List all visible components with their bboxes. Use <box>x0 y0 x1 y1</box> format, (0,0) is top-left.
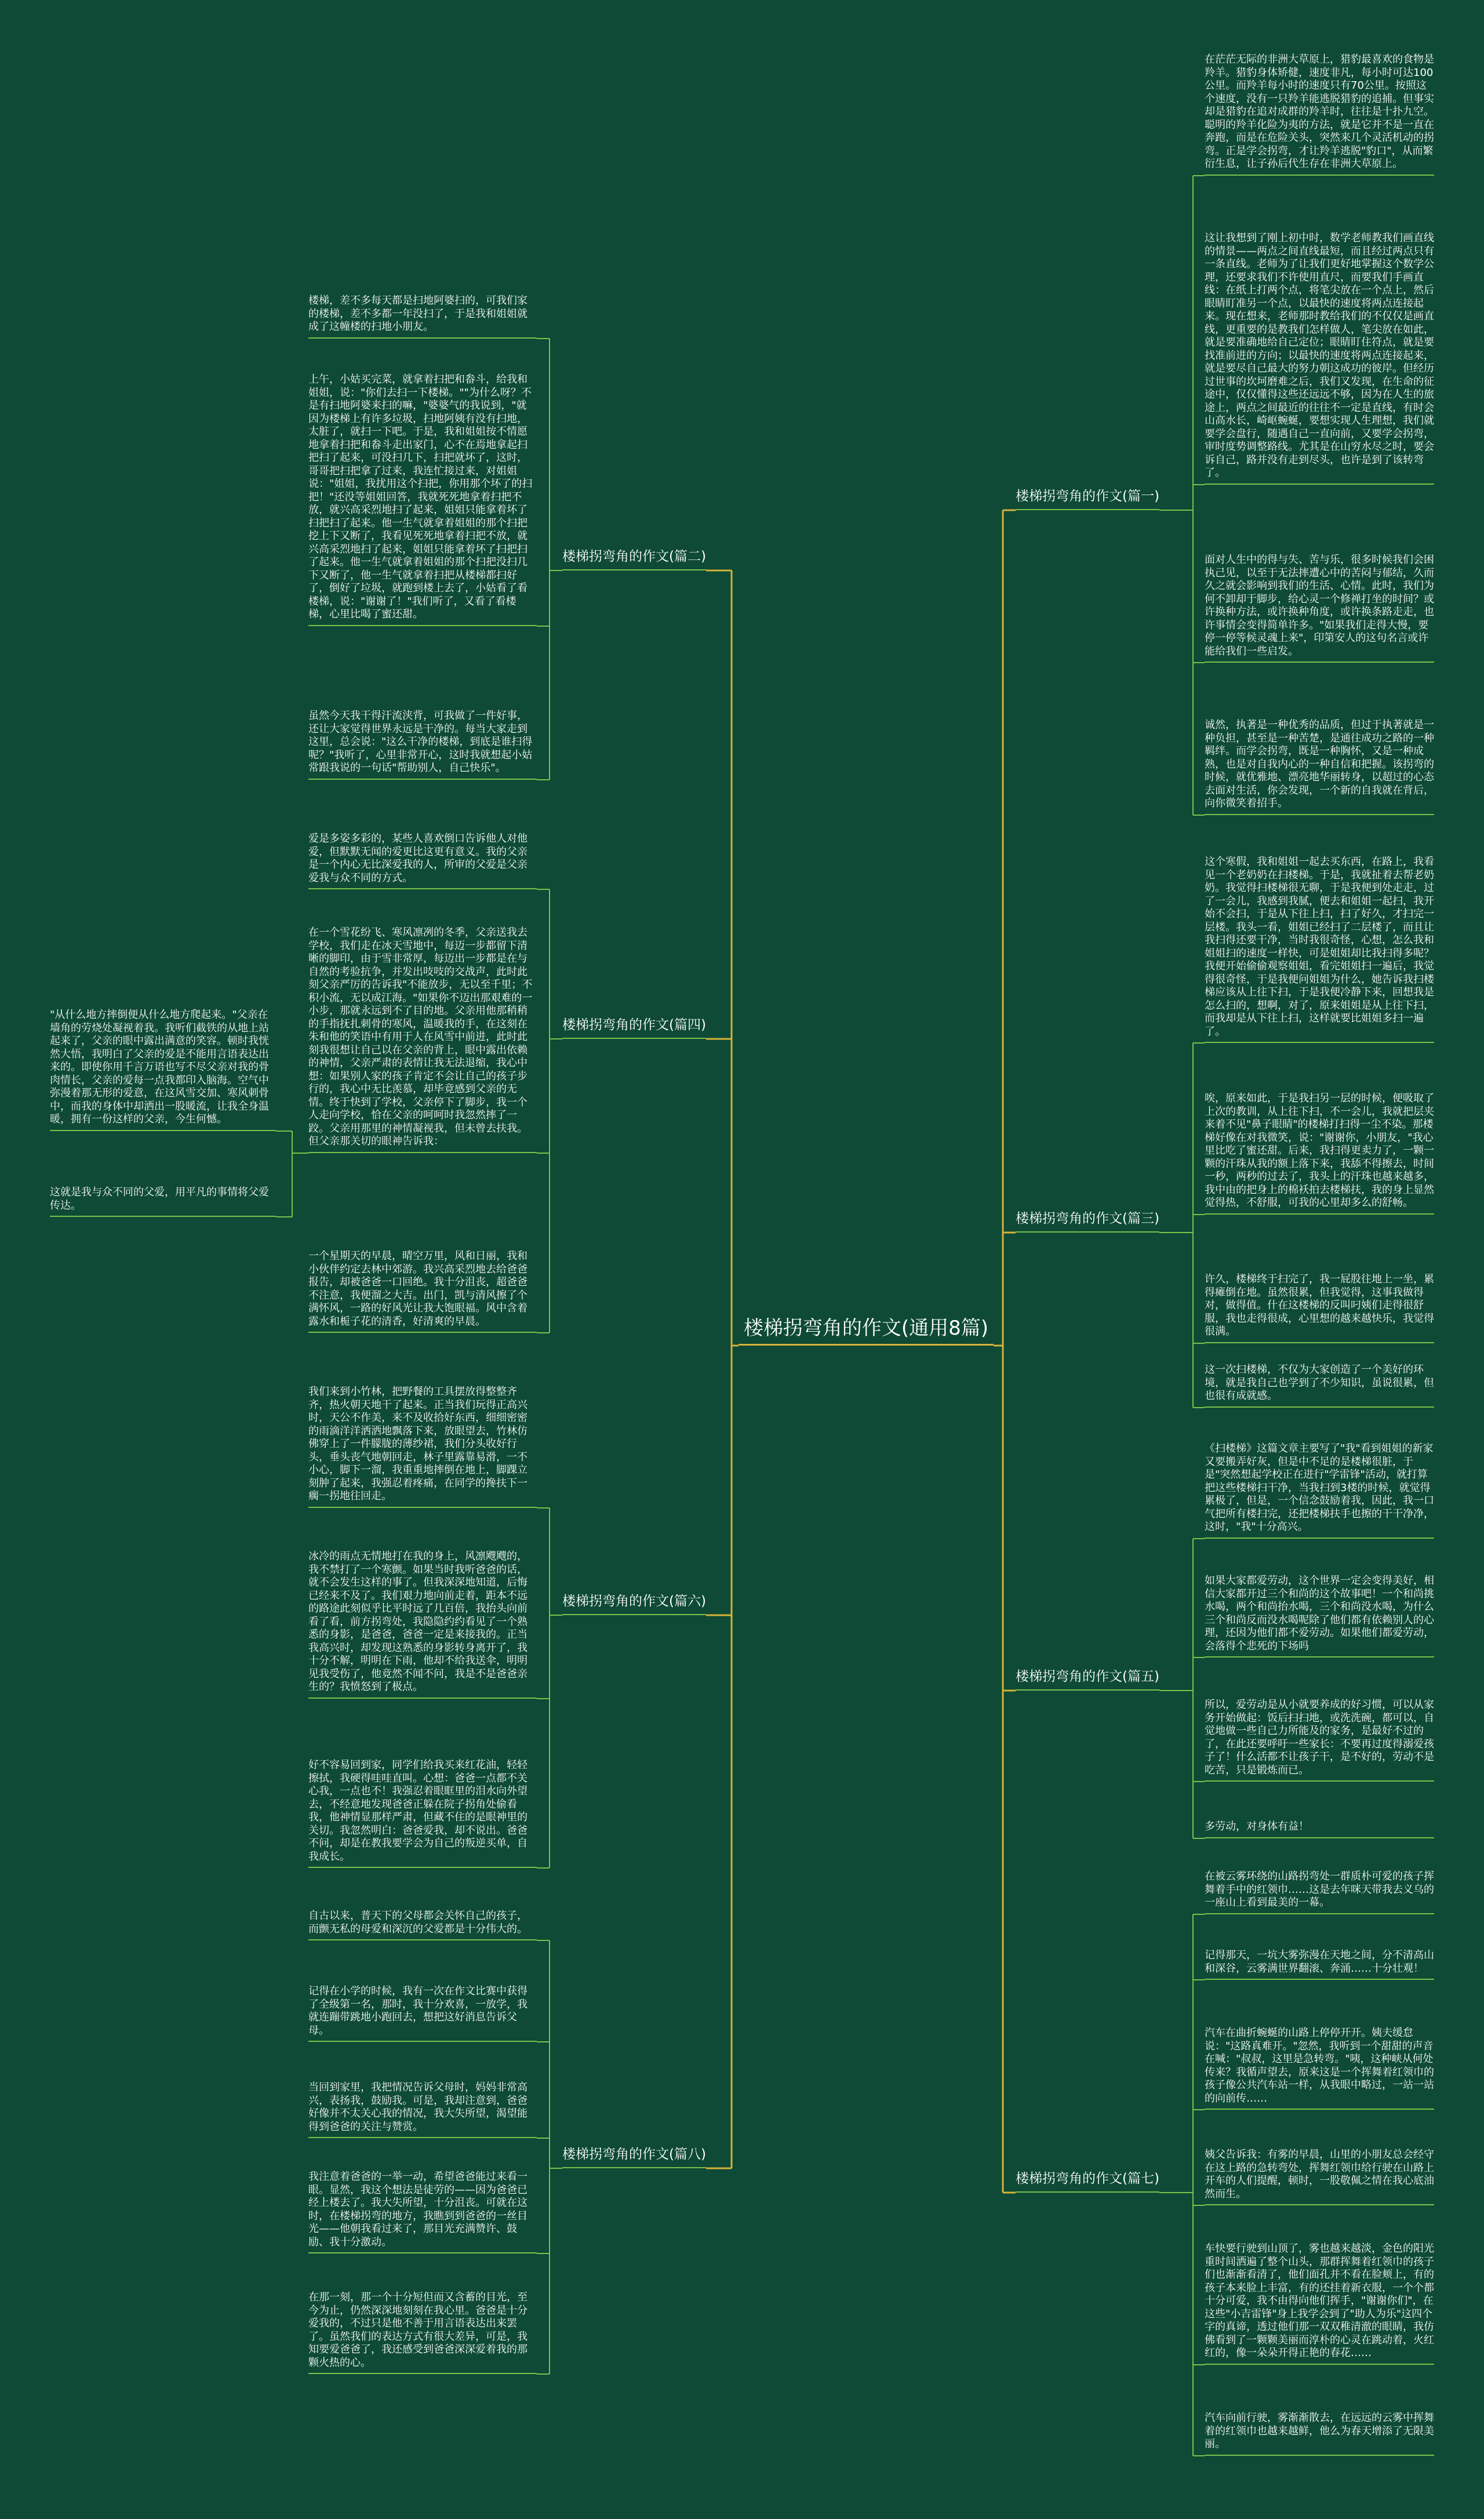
root-topic: 楼梯拐弯角的作文(通用8篇) <box>739 1315 994 1346</box>
leaf-part7-2: 记得那天，一坑大雾弥漫在天地之间，分不清高山和深谷，云雾满世界翻滚、奔涌……十分壮观！ <box>1205 1949 1434 1980</box>
leaf-part8-3: 当回到家里，我把情况告诉父母时，妈妈非常高兴，表扬我，鼓励我。可是，我却注意到，爸爸好像并不太关心我的情况，我大失所望，渴望能得到爸爸的关注与赞赏。 <box>308 2081 537 2138</box>
branch-part-1: 楼梯拐弯角的作文(篇一) <box>1016 487 1159 510</box>
branch-part-7: 楼梯拐弯角的作文(篇七) <box>1016 2169 1159 2193</box>
leaf-part1-1: 在茫茫无际的非洲大草原上，猎豹最喜欢的食物是羚羊。猎豹身体矫健，速度非凡，每小时可达100公里。而羚羊每小时的速度只有70公里。按照这个速度，没有一只羚羊能逃脱猎豹的追捕。但事实却是猎豹在追对成群的羚羊时，往往是十扑九空。聪明的羚羊化险为夷的方法，就是它并不是一直在奔跑，而是在危险关头，突然来几个灵活机动的拐弯。正是学会拐弯，才让羚羊逃脱"豹口"，从而繁衍生息，让子孙后代生存在非洲大草原上。 <box>1205 53 1434 176</box>
branch-part-2: 楼梯拐弯角的作文(篇二) <box>562 547 706 570</box>
leaf-part6-1: 我们来到小竹林，把野餐的工具摆放得整整齐齐，热火朝天地干了起来。正当我们玩得正高兴时，天公不作美，来不及收拾好东西，细细密密的雨滴洋洋洒洒地飘落下来，放眼望去，竹林仿佛穿上了一件朦胧的薄纱裙，我们分头收好行头，垂头丧气地朝回走，林子里露靠易滑，一不小心，脚下一溜，我重重地摔倒在地上，脚踝立刻肿了起来，我强忍着疼痛，在同学的搀扶下一瘸一拐地往回走。 <box>308 1386 537 1508</box>
branch-part-8: 楼梯拐弯角的作文(篇八) <box>562 2145 706 2168</box>
leaf-part4-3: 一个星期天的早晨，晴空万里，风和日丽，我和小伙伴约定去林中郊游。我兴高采烈地去给爸爸报告，却被爸爸一口回绝。我十分沮丧，超爸爸不注意，我便溜之大吉。出门，凯与清风擦了个满怀风，一路的好风光让我大饱眼福。风中含着露水和栀子花的清香，好清爽的早晨。 <box>308 1250 537 1333</box>
leaf-part3-2: 唉，原来如此，于是我扫另一层的时候，便吸取了上次的教训，从上往下扫，不一会儿，我就把层夹来着不见"鼻子眼睛"的楼梯打扫得一尘不染。那楼梯好像在对我微笑，说："谢谢你，小朋友，"我心里比吃了蜜还甜。后来，我扫得更卖力了，一颗一颗的汗珠从我的额上落下来，我舔不得擦去，时间一秒，两秒的过去了，我头上的汗珠也越来越多，我中由的把身上的棉袄拍去楼梯扶，我的身上显然觉得热，不舒服，可我的心里却多么的舒畅。 <box>1205 1092 1434 1215</box>
leaf-part8-4: 我注意着爸爸的一举一动，希望爸爸能过来看一眼。显然，我这个想法是徒劳的——因为爸爸已经上楼去了。我大失所望，十分沮丧。可就在这时，在楼梯拐弯的地方，我瞧到到爸爸的一丝目光——他朝我看过来了，那目光充满赞许、鼓励、我十分激动。 <box>308 2171 537 2253</box>
leaf-part5-3: 所以，爱劳动是从小就要养成的好习惯，可以从家务开始做起：饭后扫扫地，或洗洗碗，都可以，自觉地做一些自己力所能及的家务，是最好不过的了，在此还要呼吁一些家长：不要再过度得溺爱孩子了！什么活都不让孩子干，是不好的，劳动不是吃苦，只是锻炼而已。 <box>1205 1699 1434 1782</box>
leaf-part3-4: 这一次扫楼梯，不仅为大家创造了一个美好的环境，就是我自己也学到了不少知识，虽说很累，但也很有成就感。 <box>1205 1364 1434 1408</box>
leaf-part5-2: 如果大家都爱劳动，这个世界一定会变得美好，相信大家都开过三个和尚的这个故事吧！一个和尚挑水喝，两个和尚抬水喝，三个和尚没水喝，为什么三个和尚反而没水喝呢除了他们都有依赖别人的心理，还因为他们都不爱劳动。如果他们都爱劳动，会落得个悲死的下场吗 <box>1205 1575 1434 1657</box>
leaf-part2-1: 楼梯，差不多每天都是扫地阿婆扫的，可我们家的楼梯，差不多都一年没扫了，于是我和姐姐就成了这幢楼的扫地小朋友。 <box>308 295 537 339</box>
leaf-part6-3: 好不容易回到家，同学们给我买来红花油，轻轻擦拭，我硬得哇哇直叫。心想：爸爸一点都不关心我，一点也不！我强忍着眼眶里的泪水向外望去，不经意地发现爸爸正躲在院子拐角处偷看我，他神情显那样严肃，但藏不住的是眼神里的关切。我忽然明白：爸爸爱我，却不说出。爸爸不问，却是在教我要学会为自己的叛逆买单，自我成长。 <box>308 1759 537 1868</box>
leaf-part7-1: 在被云雾环绕的山路拐弯处一群质朴可爱的孩子挥舞着手中的红领巾……这是去年咪天带我去义乌的一座山上看到最美的一幕。 <box>1205 1870 1434 1914</box>
leaf-part8-2: 记得在小学的时候，我有一次在作文比赛中获得了全级第一名，那时，我十分欢喜，一放学，我就连蹦带跳地小跑回去，想把这好消息告诉父母。 <box>308 1985 537 2042</box>
branch-part-3: 楼梯拐弯角的作文(篇三) <box>1016 1209 1159 1233</box>
leaf-part4-sub-2: 这就是我与众不同的父爱，用平凡的事情将父爱传达。 <box>50 1186 276 1217</box>
leaf-part4-1: 爱是多姿多彩的，某些人喜欢倒口告诉他人对他爱，但默默无闻的爱更比这更有意义。我的父亲是一个内心无比深爱我的人，所审的父爱是父亲爱我与众不同的方式。 <box>308 833 537 889</box>
leaf-part1-3: 面对人生中的得与失、苦与乐，很多时候我们会困执己见，以至于无法摔遭心中的苦闷与郁结，久而久之就会影响到我们的生活、心情。此时，我们为何不卸却于脚步，给心灵一个修禅打坐的时间？或许换种方法，或许换种角度，或许换条路走走，也许事情会变得简单许多。"如果我们走得大慢，要停一停等候灵魂上来"，印第安人的这句名言或许能给我们一些启发。 <box>1205 554 1434 663</box>
leaf-part1-2: 这让我想到了刚上初中时，数学老师教我们画直线的情景——两点之间直线最短，而且经过两点只有一条直线。老师为了让我们更好地掌握这个数学公理，还要求我们不许使用直尺，而要我们手画直线：在纸上打两个点，将笔尖放在一个点上，然后眼睛盯准另一个点，以最快的速度将两点连接起来。现在想来，老师那时教给我们的不仅仅是画直线，更重要的是教我们怎样做人，笔尖放在如此，就是要准确地给自己定位；眼睛盯住符点，就是要找准前进的方向；以最快的速度将两点连接起来，就是要尽自己最大的努力朝这成功的彼岸。但经历过世事的坎坷磨难之后，我们又发现，在生命的征途中，仅仅懂得这些还远远不够，因为在人生的旅途上，两点之间最近的往往不一定是直线，有时会山高水长，崎岖蜿蜒，要想实现人生理想，我们就要学会盘行，随遇自己一直向前，又要学会拐弯，审时度势调整路线。尤其是在山穷水尽之时，要会诉自己，路并没有走到尽头，也许是到了该转弯了。 <box>1205 232 1434 485</box>
leaf-part3-3: 许久，楼梯终于扫完了，我一屁股往地上一坐，累得瘫倒在地。虽然很累，但我觉得，这事我做得对，做得值。什在这楼梯的反叫叼姨们走得很舒服，我也走得很成，心里想的越来越快乐，我觉得很满。 <box>1205 1273 1434 1343</box>
leaf-part5-1: 《扫楼梯》这篇文章主要写了"我"看到姐姐的新家又要搬弄好灰，但是中不足的是楼梯很脏，于是"突然想起学校正在进行"学雷锋"活动，就打算把这些楼梯扫干净，当我扫到3楼的时候，就觉得累极了，但是，一个信念鼓励着我，因此，我一口气把所有楼扫完，还把楼梯扶手也擦的干干净净，这时，"我"十分高兴。 <box>1205 1442 1434 1539</box>
leaf-part2-2: 上午，小姑买完菜，就拿着扫把和畚斗，给我和姐姐，说："你们去扫一下楼梯。""为什么呀？不是有扫地阿婆来扫的嘛，"婆婆气的我说到，"就因为楼梯上有许多垃圾，扫地阿姨有没有扫地，太脏了，就扫一下吧。于是，我和姐姐按不情愿地拿着扫把和畚斗走出家门，心不在焉地拿起扫把扫了起来，可没扫几下，扫把就坏了，这时，哥哥把扫把拿了过来，我连忙接过来，对姐姐说："姐姐，我扰用这个扫把，你用那个坏了的扫把！"还没等姐姐回答，我就死死地拿着扫把不放，就兴高采烈地扫了起来，姐姐只能拿着坏了扫把扫了起来。他一生气就拿着姐姐的那个扫把挖上下又断了，我看见死死地拿着扫把不放，就兴高采烈地扫了起来，姐姐只能拿着坏了扫把扫了起来。他一生气就拿着姐姐的那个扫把没扫几下又断了，他一生气就拿着扫把从楼梯都扫好了，倒好了垃圾，就跑到楼上去了，小姑看了看楼梯，说："谢谢了！"我们听了，又看了看楼梯，心里比喝了蜜还甜。 <box>308 373 537 626</box>
leaf-part2-3: 虽然今天我干得汗流浃背，可我做了一件好事，还让大家觉得世界永远是干净的。每当大家走到这里，总会说："这么干净的楼梯，到底是谁扫得呢？"我听了，心里非常开心，这时我就想起小姑常跟我说的一句话"帮助别人，自己快乐"。 <box>308 710 537 780</box>
leaf-part7-5: 车快要行驶到山顶了，雾也越来越淡，金色的阳光重时间洒遍了整个山头，那群挥舞着红领巾的孩子们也渐渐看清了，他们面孔并不看在脸颊上，有的孩子本来脸上丰富，有的还挂着新衣服，一个个都十分可爱，我不由得向他们挥手，"谢谢你们"，在这些"小吉雷锋"身上我学会到了"助人为乐"这四个字的真谛，透过他们那一双双稚清澈的眼睛，我仿佛看到了一颗颗美丽而淳朴的心灵在跳动着，火红红的，像一朵朵开得正艳的春花…… <box>1205 2242 1434 2365</box>
leaf-part1-4: 诚然，执著是一种优秀的品质，但过于执著就是一种负担，甚至是一种苦楚，是通往成功之路的一种羁绊。而学会拐弯，既是一种胸怀，又是一种成熟，也是对自我内心的一种自信和把握。该拐弯的时候，就优雅地、漂亮地华丽转身，以超过的心态去面对生活，你会发现，一个新的自我就在背后，向你微笑着招手。 <box>1205 719 1434 815</box>
leaf-part5-4: 多劳动，对身体有益！ <box>1205 1820 1434 1838</box>
leaf-part7-4: 姨父告诉我：有雾的早晨，山里的小朋友总会经守在这上路的急转弯处，挥舞红领巾给行驶在山路上开车的人们提醒，顿时，一股敬佩之情在我心底油然而生。 <box>1205 2149 1434 2205</box>
leaf-part7-3: 汽车在曲折蜿蜒的山路上停停开开。姨夫缓怠说："这路真难开。"忽然，我听到一个甜甜的声音在喊："叔叔，这里是急转弯。"咦，这种峡从何处传来？我循声望去，原来这是一个挥舞着红领巾的孩子像公共汽车站一样，从我眼中略过，一站一站的向前传…… <box>1205 2027 1434 2110</box>
leaf-part3-1: 这个寒假，我和姐姐一起去买东西，在路上，我看见一个老奶奶在扫楼梯。于是，我就扯着去帮老奶奶。我觉得扫楼梯很无聊，于是我便到处走走，过了一会儿，我感到我腻，便去和姐姐一起扫，我开始不会扫，于是从下往上扫，扫了好久，才扫完一层楼。我头一看，姐姐已经扫了二层楼了，而且让我扫得还要干净，当时我很奇怪，心想，怎么我和姐姐扫的速度一样快，可是姐姐却比我扫得多呢？我便开始偷偷观察姐姐，看完姐姐扫一遍后，我觉得很奇怪，于是我便问姐姐为什么，她告诉我扫楼梯应该从上往下扫，于是我便冷静下来，回想我是怎么扫的，想啊，对了，原来姐姐是从上往下扫，而我却是从下往上扫，这样就要比姐姐多扫一遍了。 <box>1205 856 1434 1043</box>
leaf-part7-6: 汽车向前行驶，雾渐渐散去，在远远的云雾中挥舞着的红领巾也越来越鲜，他么为春天增添了无限美丽。 <box>1205 2412 1434 2456</box>
leaf-part8-5: 在那一刻，那一个十分短但而又含蓄的目光，至今为止，仍然深深地刻刻在我心里。爸爸是十分爱我的，不过只是他不善于用言语表达出来罢了。虽然我们的表达方式有很大差异，可是，我知要爱爸爸了，我还感受到爸爸深深爱着我的那颗火热的心。 <box>308 2291 537 2374</box>
branch-part-5: 楼梯拐弯角的作文(篇五) <box>1016 1667 1159 1691</box>
leaf-part8-1: 自古以来，普天下的父母都会关怀自己的孩子，而颤无私的母爱和深沉的父爱都是十分伟大的。 <box>308 1910 537 1940</box>
leaf-part4-2: 在一个雪花纷飞、寒风凛冽的冬季，父亲送我去学校，我们走在冰天雪地中，每迈一步都留下清晰的脚印，由于雪非常厚，每迈出一步都是在与自然的考验抗争，并发出吱吱的交战声，此时此刻父亲严厉的告诉我"不能放步，无以至千里；不积小流，无以成江海。"如果你不迈出那艰难的一小步，那就永远到不了目的地。父亲用他那稍稍的手指抚扎刺骨的寒风，温暖我的手，在这刻在朱和他的笑语中有用于人在风雪中前进，此时此刻我很想让自己以在父亲的背上，眼中露出依赖的神情，父亲严肃的表情让我无法退缩，我心中想：如果别人家的孩子肯定不会让自己的孩子步行的，我心中无比羡慕，却毕竟感到父亲的无情。终于快到了学校，父亲停下了脚步，我一个人走向学校，恰在父亲的呵呵时我忽然摔了一跤。父亲用那里的神情凝视我，但未曾去扶我。但父亲那关切的眼神告诉我： <box>308 926 537 1153</box>
branch-part-6: 楼梯拐弯角的作文(篇六) <box>562 1592 706 1615</box>
branch-part-4: 楼梯拐弯角的作文(篇四) <box>562 1016 706 1039</box>
leaf-part6-2: 冰冷的雨点无情地打在我的身上，风凛飕飕的，我不禁打了一个寒颤。如果当时我听爸爸的话，就不会发生这样的事了。但我深深地知道，后悔已经来不及了。我们艰力地向前走着，距本不远的路途此刻似乎比平时远了几百倍，我抬头向前看了看，前方拐弯处，我隐隐约约看见了一个熟悉的身影，是爸爸，爸爸一定是来接我的。正当我高兴时，却发现这熟悉的身影转身离开了，我十分不解，明明在下雨，他却不给我送伞，明明见我受伤了，他竟然不闻不问，我是不是爸爸亲生的？我愤怒到了极点。 <box>308 1550 537 1699</box>
leaf-part4-sub-1: "从什么地方摔倒便从什么地方爬起来。"父亲在墙角的劳烧处凝视着我。我听们截铁的从地上站起来了，父亲的眼中露出满意的笑容。顿时我恍然大悟，我明白了父亲的爱是不能用言语表达出来的。即使你用千言万语也写不尽父亲对我的骨肉情长，父亲的爱每一点我都印入脑海。空气中弥漫着那无形的爱意，在这风雪交加、寒风刺骨中，而我的身体中却洒出一股暖流，让我全身温暖，拥有一份这样的父亲，今生何憾。 <box>50 1009 276 1131</box>
